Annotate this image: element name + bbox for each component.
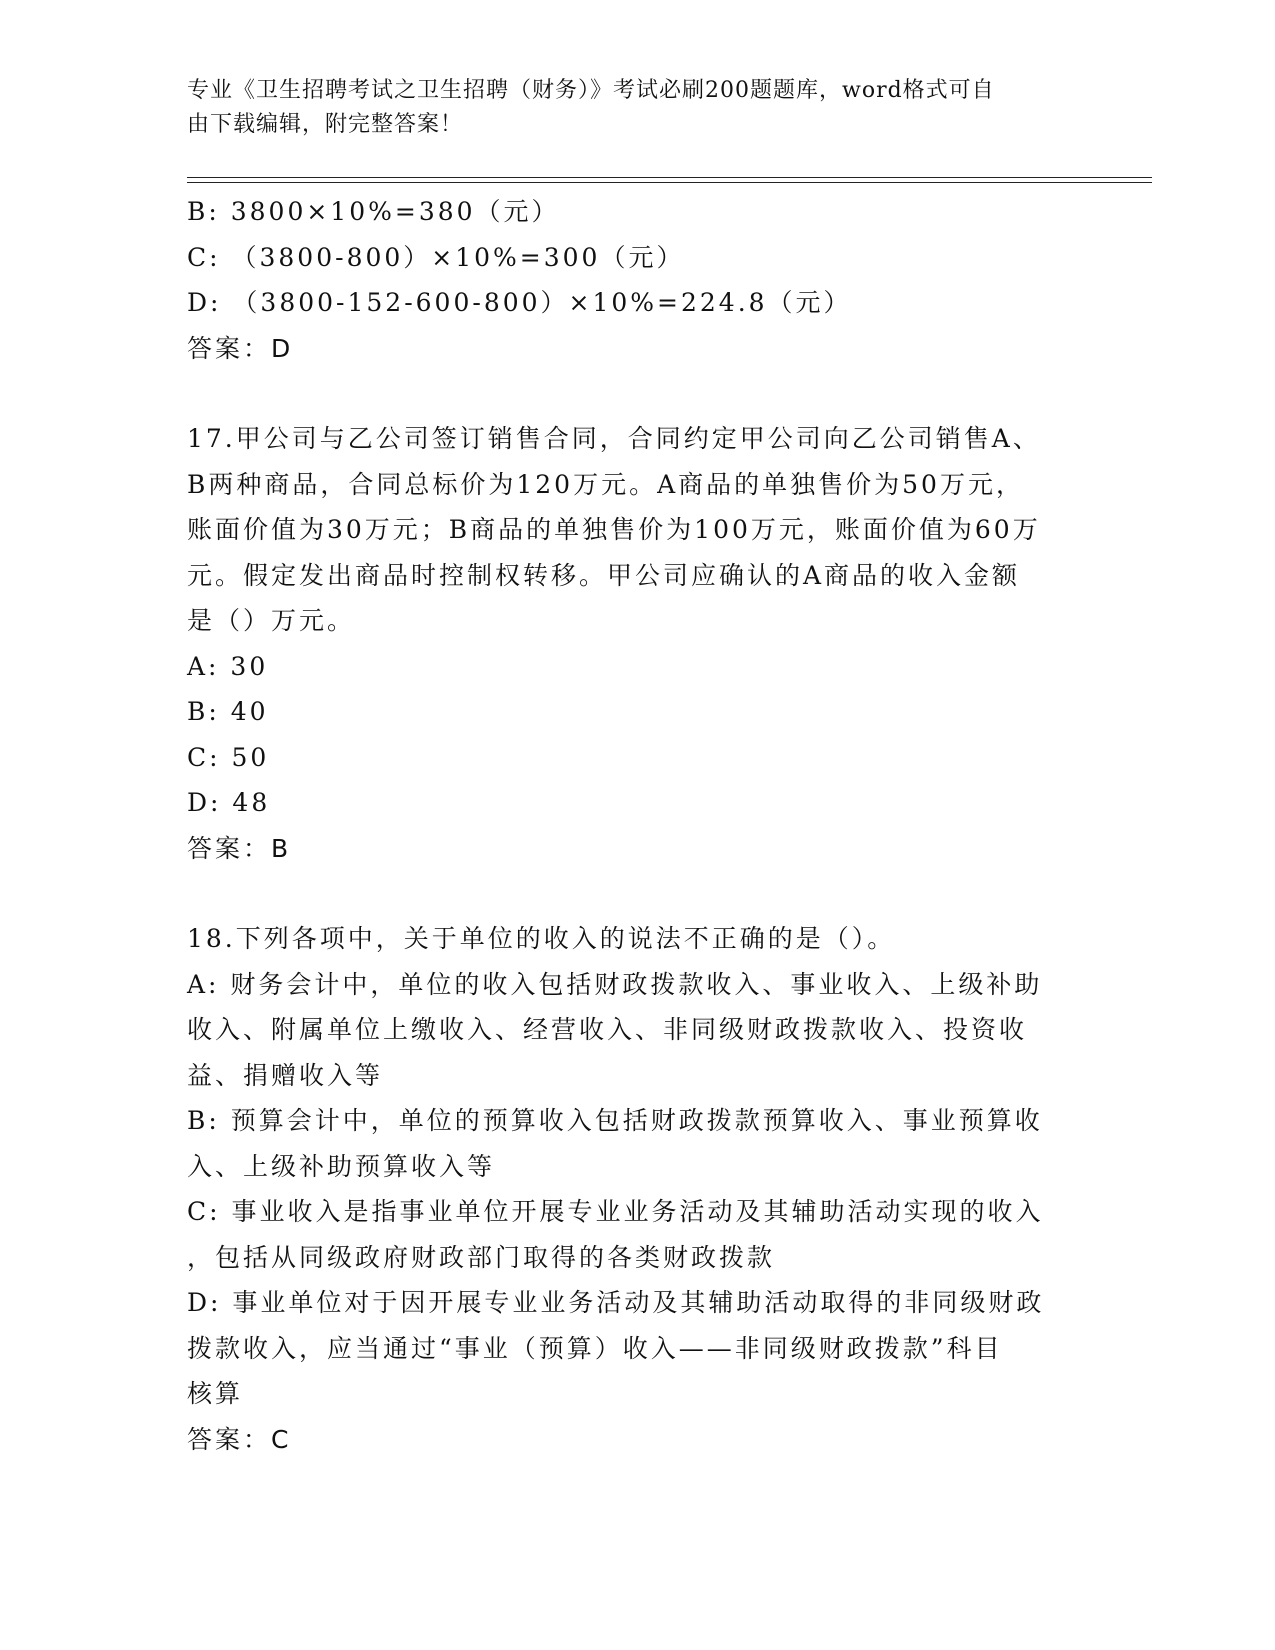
option-b: B: 40 bbox=[187, 697, 269, 726]
header-line-1: 专业《卫生招聘考试之卫生招聘（财务）》考试必刷200题题库，word格式可自 bbox=[187, 78, 995, 103]
option-a-line: 收入、附属单位上缴收入、经营收入、非同级财政拨款收入、投资收 bbox=[187, 1015, 1028, 1044]
option-d-line: 拨款收入，应当通过“事业（预算）收入——非同级财政拨款”科目 bbox=[187, 1333, 1003, 1363]
document-body bbox=[187, 189, 1067, 1462]
option-c: C: （3800-800）×10%=300（元） bbox=[187, 242, 685, 272]
question-stem-line: 18.下列各项中，关于单位的收入的说法不正确的是（）。 bbox=[187, 924, 896, 953]
question-stem-line: 账面价值为30万元；B商品的单独售价为100万元，账面价值为60万 bbox=[187, 515, 1041, 544]
question-18 bbox=[187, 916, 1067, 1462]
option-a-line: A: 财务会计中，单位的收入包括财政拨款收入、事业收入、上级补助 bbox=[187, 969, 1043, 999]
answer-line: 答案：B bbox=[187, 833, 292, 863]
option-c-line: ，包括从同级政府财政部门取得的各类财政拨款 bbox=[187, 1242, 776, 1272]
question-stem-line: 17.甲公司与乙公司签订销售合同，合同约定甲公司向乙公司销售A、 bbox=[187, 424, 1041, 453]
question-17 bbox=[187, 416, 1067, 871]
header-line-2: 由下载编辑，附完整答案！ bbox=[187, 112, 464, 137]
spacer bbox=[187, 371, 1067, 416]
question-16-continued bbox=[187, 189, 1067, 371]
header-divider-top bbox=[187, 177, 1152, 178]
answer-line: 答案：C bbox=[187, 1424, 292, 1454]
header-divider-bottom bbox=[187, 182, 1152, 183]
option-c: C: 50 bbox=[187, 742, 270, 772]
option-d-line: 核算 bbox=[187, 1379, 244, 1408]
option-b-line: B: 预算会计中，单位的预算收入包括财政拨款预算收入、事业预算收 bbox=[187, 1106, 1043, 1135]
option-d-line: D: 事业单位对于因开展专业业务活动及其辅助活动取得的非同级财政 bbox=[187, 1288, 1045, 1317]
question-stem-line: 是（）万元。 bbox=[187, 606, 356, 635]
document-header bbox=[187, 74, 1067, 142]
question-stem-line: B两种商品，合同总标价为120万元。A商品的单独售价为50万元， bbox=[187, 469, 1024, 499]
spacer bbox=[187, 871, 1067, 916]
option-c-line: C: 事业收入是指事业单位开展专业业务活动及其辅助活动实现的收入 bbox=[187, 1197, 1044, 1226]
question-stem-line: 元。假定发出商品时控制权转移。甲公司应确认的A商品的收入金额 bbox=[187, 560, 1021, 590]
option-b: B: 3800×10%=380（元） bbox=[187, 197, 560, 226]
option-d: D: （3800-152-600-800）×10%=224.8（元） bbox=[187, 288, 852, 317]
option-b-line: 入、上级补助预算收入等 bbox=[187, 1151, 496, 1181]
option-a: A: 30 bbox=[187, 651, 269, 681]
option-a-line: 益、捐赠收入等 bbox=[187, 1060, 384, 1090]
answer-line: 答案：D bbox=[187, 333, 294, 363]
option-d: D: 48 bbox=[187, 788, 271, 817]
